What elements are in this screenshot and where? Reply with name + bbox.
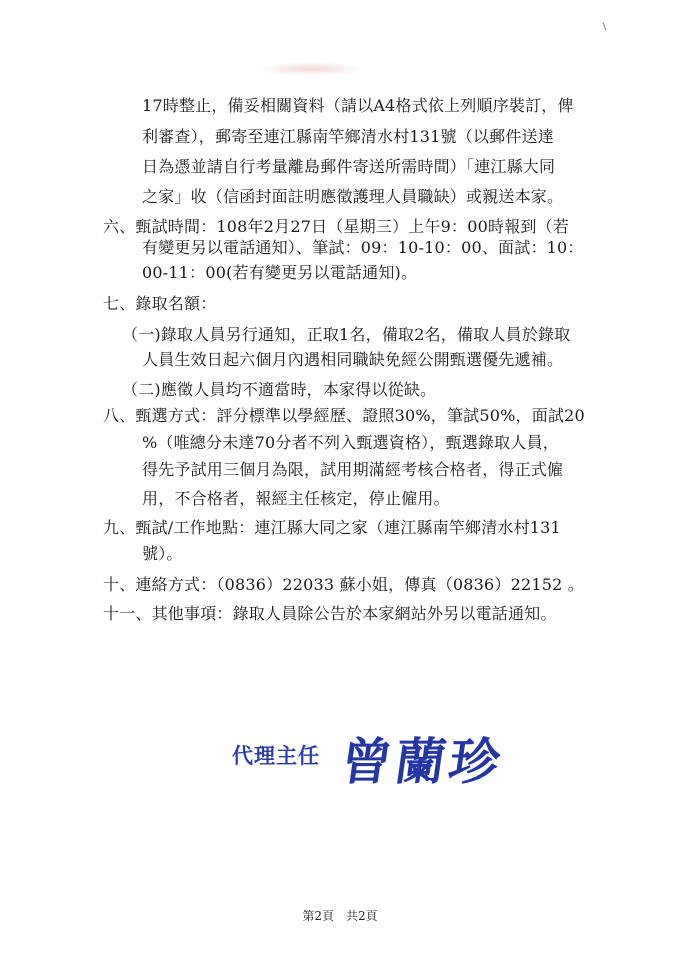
scan-mark (602, 22, 606, 31)
sub-item-1: （一)錄取人員另行通知，正取1名，備取2名，備取人員於錄取 (122, 325, 571, 344)
body-line: 利審查），郵寄至連江縣南竿鄉清水村131號（以郵件送達 (142, 127, 554, 146)
body-line: 有變更另以電話通知）、筆試：09：10-10：00、面試：10： (142, 238, 584, 257)
body-line: %（唯總分未達70分者不列入甄選資格），甄選錄取人員， (142, 433, 559, 452)
body-line: 之家」收（信函封面註明應徵護理人員職缺）或親送本家。 (142, 187, 564, 206)
signature-title-stamp: 代理主任 (232, 744, 320, 768)
page-number-footer: 第2頁 共2頁 (302, 909, 378, 923)
section-8-heading: 八、甄選方式：評分標準以學經歷、證照30%，筆試50%，面試20 (103, 406, 585, 425)
signature-name-stamp: 曾蘭珍 (337, 732, 508, 791)
section-9-heading: 九、甄試/工作地點：連江縣大同之家（連江縣南竿鄉清水村131 (103, 518, 561, 537)
body-line: 17時整止，備妥相關資料（請以A4格式依上列順序裝訂，俾 (142, 96, 574, 115)
sub-item-2: （二)應徵人員均不適當時，本家得以從缺。 (122, 380, 437, 399)
body-line: 日為憑並請自行考量離島郵件寄送所需時間）「連江縣大同 (142, 157, 556, 176)
body-line: 號）。 (142, 544, 183, 563)
stamp-smudge (255, 62, 365, 76)
body-line: 人員生效日起六個月內遇相同職缺免經公開甄選優先遞補。 (142, 350, 564, 369)
body-line: 得先予試用三個月為限，試用期滿經考核合格者，得正式僱 (142, 460, 564, 479)
section-10-heading: 十、連絡方式：（0836）22033 蘇小姐，傳真（0836）22152 。 (103, 575, 585, 594)
body-line: 00-11：00(若有變更另以電話通知)。 (142, 263, 418, 282)
section-6-heading: 六、甄試時間：108年2月27日（星期三）上午9：00時報到（若 (103, 217, 570, 236)
section-11-heading: 十一、其他事項：錄取人員除公告於本家網站外另以電話通知。 (103, 604, 557, 623)
body-line: 用，不合格者，報經主任核定，停止僱用。 (142, 489, 450, 508)
section-7-heading: 七、錄取名額： (103, 294, 217, 313)
